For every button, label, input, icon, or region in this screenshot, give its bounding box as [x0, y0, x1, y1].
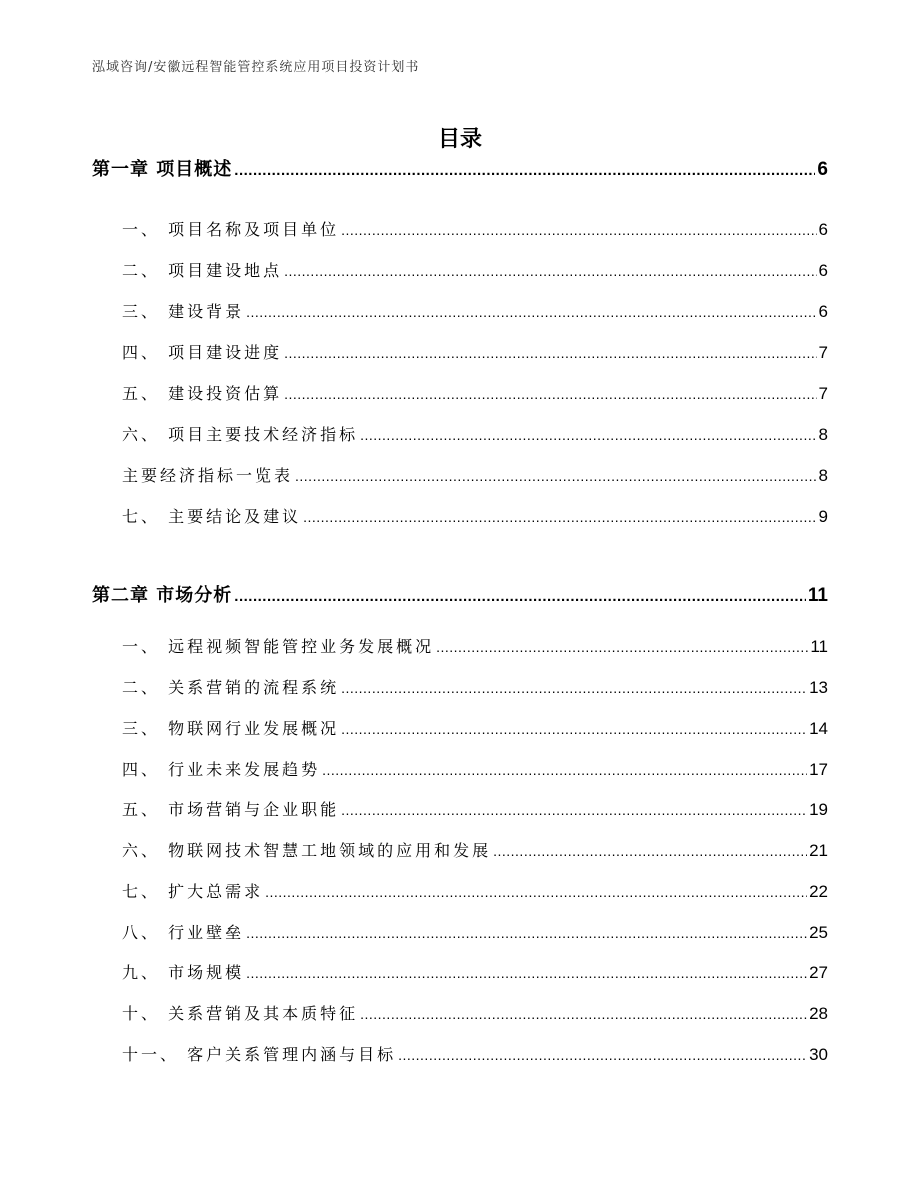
toc-entry[interactable] [122, 340, 828, 366]
dot-leader [341, 675, 807, 701]
toc-entry-label: 第二章 市场分析 [92, 585, 233, 606]
toc-entry[interactable] [122, 504, 828, 530]
dot-leader [234, 158, 815, 184]
toc-entry-label: 七、 扩大总需求 [122, 882, 264, 901]
toc-entry[interactable] [122, 757, 828, 783]
toc-page-number: 19 [809, 800, 828, 819]
toc-entry[interactable] [122, 879, 828, 905]
toc-page-number: 13 [809, 678, 828, 697]
dot-leader [436, 634, 808, 660]
toc-entry[interactable] [122, 960, 828, 986]
toc-entry-label: 二、 项目建设地点 [122, 261, 283, 280]
dot-leader [493, 838, 807, 864]
toc-entry[interactable] [122, 920, 828, 946]
toc-entry[interactable] [122, 258, 828, 284]
toc-entry-label: 六、 物联网技术智慧工地领域的应用和发展 [122, 841, 492, 860]
toc-page-number: 22 [809, 882, 828, 901]
toc-entry[interactable] [122, 838, 828, 864]
dot-leader [322, 757, 807, 783]
toc-page-number: 17 [809, 760, 828, 779]
toc-entry-label: 十一、 客户关系管理内涵与目标 [122, 1045, 397, 1064]
toc-page-number: 7 [818, 384, 828, 403]
toc-entry-label: 四、 项目建设进度 [122, 343, 283, 362]
dot-leader [265, 879, 807, 905]
toc-entry-label: 二、 关系营销的流程系统 [122, 678, 340, 697]
toc-page-number: 25 [809, 923, 828, 942]
toc-page-number: 6 [817, 159, 828, 180]
toc-entry-label: 八、 行业壁垒 [122, 923, 245, 942]
dot-leader [284, 340, 816, 366]
toc-page-number: 6 [818, 302, 828, 321]
toc-page-number: 6 [818, 261, 828, 280]
toc-entry-label: 十、 关系营销及其本质特征 [122, 1004, 359, 1023]
dot-leader [284, 381, 816, 407]
toc-entry-label: 三、 建设背景 [122, 302, 245, 321]
toc-entry-label: 一、 远程视频智能管控业务发展概况 [122, 637, 435, 656]
toc-entry[interactable] [122, 634, 828, 660]
dot-leader [341, 217, 816, 243]
toc-page-number: 8 [818, 466, 828, 485]
toc-page-number: 27 [809, 963, 828, 982]
toc-page-number: 8 [818, 425, 828, 444]
dot-leader [341, 716, 807, 742]
toc-page-number: 14 [809, 719, 828, 738]
dot-leader [360, 1001, 807, 1027]
dot-leader [295, 463, 817, 489]
dot-leader [284, 258, 816, 284]
toc-entry-label: 六、 项目主要技术经济指标 [122, 425, 359, 444]
toc-entry[interactable] [122, 675, 828, 701]
toc-entry-label: 五、 建设投资估算 [122, 384, 283, 403]
toc-page-number: 9 [818, 507, 828, 526]
toc-title: 目录 [437, 127, 482, 152]
toc-entry-label: 四、 行业未来发展趋势 [122, 760, 321, 779]
toc-entry[interactable] [122, 716, 828, 742]
toc-chapter-entry[interactable] [92, 583, 828, 609]
toc-entry-label: 三、 物联网行业发展概况 [122, 719, 340, 738]
toc-entry-label: 一、 项目名称及项目单位 [122, 220, 340, 239]
toc-entry-label: 主要经济指标一览表 [122, 466, 294, 485]
toc-page-number: 11 [810, 637, 828, 656]
dot-leader [398, 1042, 807, 1068]
toc-page-number: 30 [809, 1045, 828, 1064]
toc-entry[interactable] [122, 463, 828, 489]
dot-leader [341, 797, 807, 823]
dot-leader [234, 584, 806, 610]
toc-entry[interactable] [122, 1001, 828, 1027]
dot-leader [360, 422, 816, 448]
toc-chapter-entry[interactable] [92, 157, 828, 183]
dot-leader [246, 920, 807, 946]
toc-page-number: 7 [818, 343, 828, 362]
toc-page-number: 28 [809, 1004, 828, 1023]
toc-entry[interactable] [122, 797, 828, 823]
toc-entry[interactable] [122, 381, 828, 407]
toc-entry[interactable] [122, 1042, 828, 1068]
toc-page-number: 21 [809, 841, 828, 860]
toc-entry[interactable] [122, 217, 828, 243]
toc-entry-label: 五、 市场营销与企业职能 [122, 800, 340, 819]
toc-entry[interactable] [122, 299, 828, 325]
dot-leader [246, 960, 807, 986]
toc-page-number: 11 [807, 585, 828, 606]
toc-entry-label: 九、 市场规模 [122, 963, 245, 982]
toc-entry-label: 七、 主要结论及建议 [122, 507, 302, 526]
dot-leader [246, 299, 816, 325]
dot-leader [303, 504, 816, 530]
toc-entry-label: 第一章 项目概述 [92, 159, 233, 180]
running-header: 泓域咨询/安徽远程智能管控系统应用项目投资计划书 [92, 60, 420, 75]
toc-entry[interactable] [122, 422, 828, 448]
toc-page-number: 6 [818, 220, 828, 239]
